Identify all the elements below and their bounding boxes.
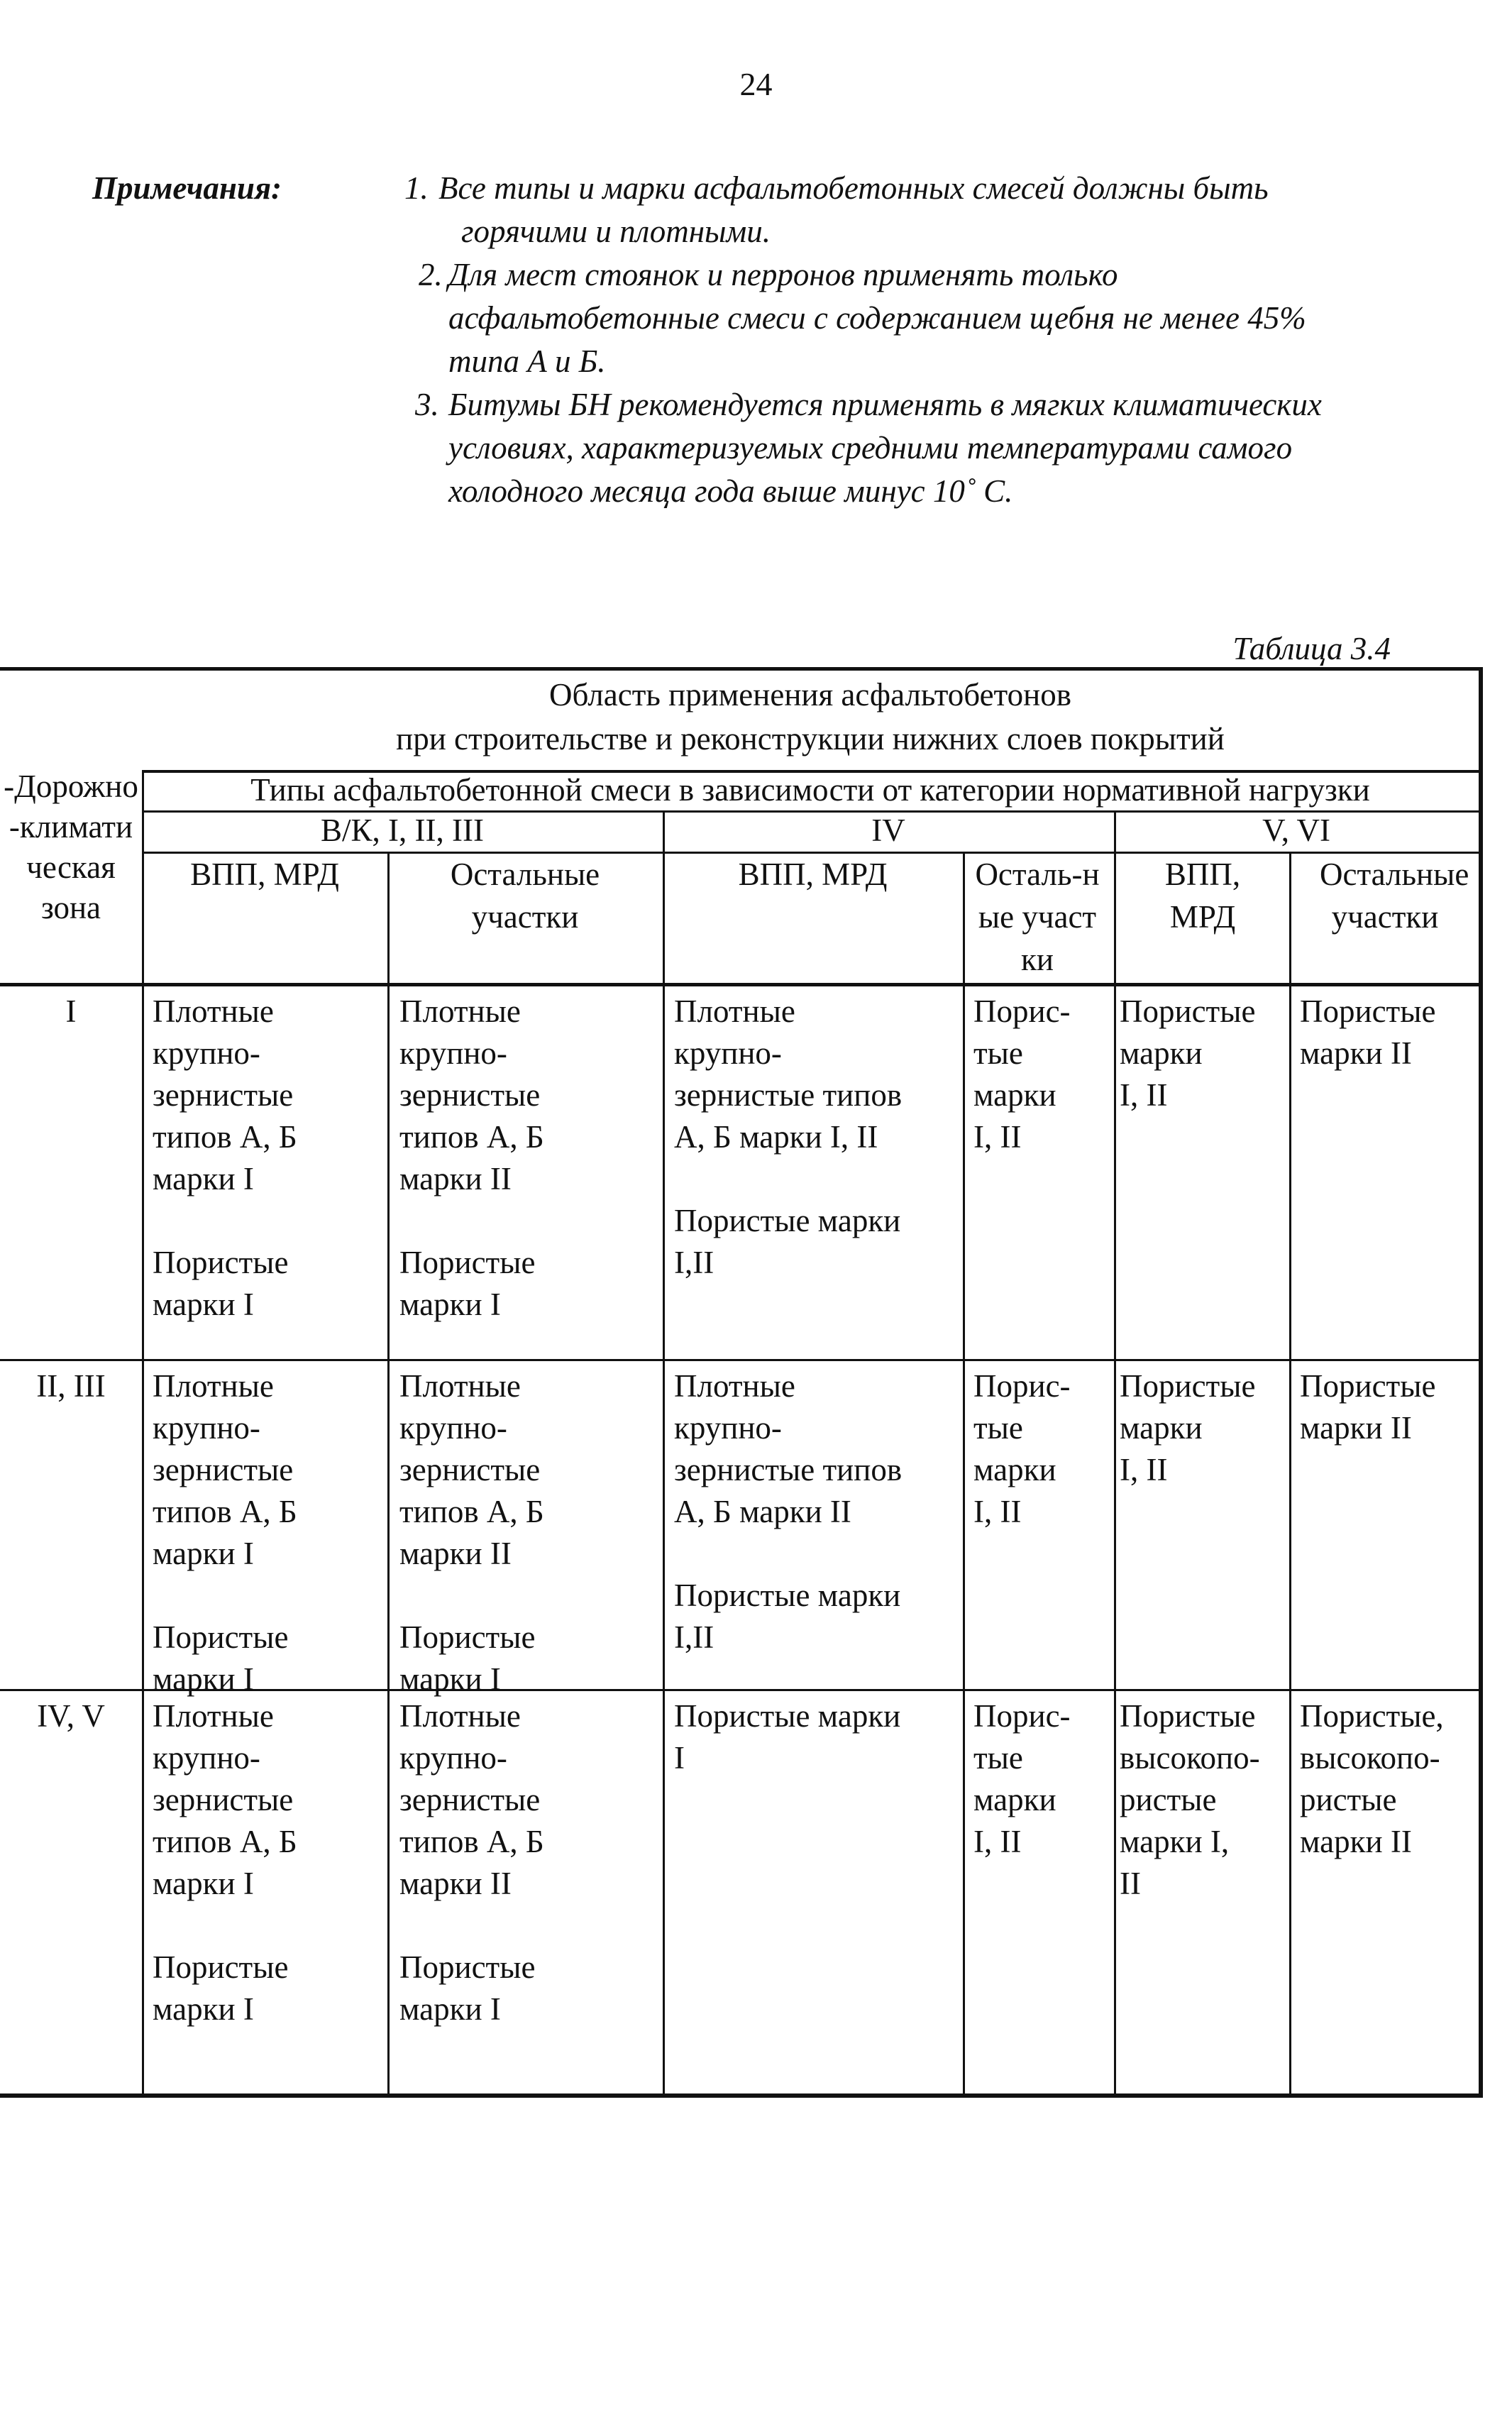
table-cell (399, 1695, 662, 2030)
cell-line: Плотные (153, 1698, 274, 1734)
table-cell (1300, 1365, 1477, 1449)
types-header: Типы асфальтобетонной смеси в зависимости от категории нормативной нагрузки (250, 772, 1370, 808)
note-line: типа А и Б. (448, 343, 606, 379)
zone-cell: I (65, 994, 77, 1029)
cell-line: Пористые (399, 1619, 536, 1655)
cell-line: крупно- (399, 1035, 507, 1071)
cell-line: А, Б марки II (674, 1494, 851, 1529)
table-col-line (1289, 852, 1291, 2098)
zone-cell: IV, V (37, 1698, 105, 1734)
cell-line: I, II (973, 1119, 1022, 1155)
table-col-line (142, 770, 144, 2098)
table-rule (0, 1359, 1483, 1361)
cell-line (399, 1200, 662, 1242)
table-cell (674, 1695, 958, 1779)
cell-line: зернистые (399, 1077, 541, 1113)
cell-line: марки I (153, 1991, 254, 2027)
notes-label: Примечания: (92, 170, 282, 206)
cell-line: тые (973, 1035, 1023, 1071)
table-cell (973, 1695, 1108, 1863)
cell-line: типов А, Б (399, 1494, 544, 1529)
cell-line: Порис- (973, 1368, 1071, 1404)
note-line: асфальтобетонные смеси с содержанием щебня не менее 45% (448, 300, 1306, 336)
cell-line: Плотные (153, 1368, 274, 1404)
cell-line (153, 1905, 387, 1947)
cell-line: марки I (153, 1287, 254, 1322)
cell-line: ристые (1120, 1782, 1217, 1817)
table-cell (1300, 991, 1477, 1074)
cell-line (153, 1200, 387, 1242)
cell-line: Пористые (399, 1245, 536, 1280)
table-cell (399, 1365, 662, 1700)
note-line: горячими и плотными. (461, 214, 771, 249)
table-col-line (663, 810, 665, 2098)
cell-line: марки I (153, 1866, 254, 1901)
table-cell (153, 1365, 387, 1700)
note-2 (319, 253, 1369, 383)
cell-line: Пористые (1120, 994, 1256, 1029)
note-line: условиях, характеризуемых средними температурами самого (448, 430, 1293, 466)
cell-line: Пористые (1300, 994, 1436, 1029)
cell-line: марки II (399, 1866, 512, 1901)
cell-line: I,II (674, 1245, 714, 1280)
cell-line: Порис- (973, 994, 1071, 1029)
cell-line: I, II (1120, 1452, 1168, 1487)
zone-header-line: ческая (26, 849, 116, 885)
cell-line: I (674, 1740, 685, 1776)
application-table (0, 667, 1483, 2099)
cell-line: I, II (973, 1494, 1022, 1529)
zone-header-line: климати- (9, 809, 133, 844)
cell-line: высокопо- (1120, 1740, 1260, 1776)
note-1 (319, 167, 1369, 253)
note-line: Все типы и марки асфальтобетонных смесей должны быть (438, 170, 1269, 206)
table-caption: Таблица 3.4 (1232, 631, 1391, 666)
cell-line: марки I (399, 1287, 501, 1322)
cell-line: марки (1120, 1410, 1203, 1446)
cell-line: Плотные (153, 994, 274, 1029)
cell-line: марки I, (1120, 1824, 1230, 1859)
table-cell (1120, 1365, 1286, 1491)
note-number: 3. (415, 387, 439, 422)
subheader-cell: ВПП, МРД (1164, 857, 1241, 935)
cell-line: марки II (1300, 1035, 1412, 1071)
zone-header-line: зона (40, 890, 101, 925)
cell-line: Пористые марки (674, 1698, 901, 1734)
cell-line: зернистые (399, 1782, 541, 1817)
cell-line: Плотные (399, 1368, 521, 1404)
cell-line: Пористые марки (674, 1203, 901, 1238)
zone-header (0, 766, 142, 847)
cell-line: тые (973, 1410, 1023, 1446)
subheader-cell: ВПП, МРД (190, 857, 339, 892)
cell-line: зернистые типов (674, 1077, 903, 1113)
cell-line: ристые (1300, 1782, 1397, 1817)
cell-line (153, 1575, 387, 1617)
cell-line: марки II (399, 1536, 512, 1571)
cell-line: типов А, Б (153, 1119, 297, 1155)
cell-line: I, II (973, 1824, 1022, 1859)
table-cell (153, 991, 387, 1326)
cell-line (674, 1533, 958, 1575)
cell-line (674, 1158, 958, 1200)
table-cell (674, 991, 958, 1284)
cell-line: марки (973, 1077, 1056, 1113)
cell-line: зернистые (153, 1452, 294, 1487)
table-cell (1120, 1695, 1286, 1905)
cell-line: крупно- (674, 1410, 782, 1446)
cell-line: зернистые (153, 1077, 294, 1113)
cell-line: крупно- (153, 1740, 260, 1776)
table-top-border (0, 667, 1483, 671)
table-cell (674, 1365, 958, 1658)
cell-line: зернистые (153, 1782, 294, 1817)
cell-line: типов А, Б (153, 1494, 297, 1529)
subheader-cell: Остальные участки (1320, 857, 1469, 935)
cell-line: типов А, Б (153, 1824, 297, 1859)
table-title-line: при строительстве и реконструкции нижних слоев покрытий (396, 721, 1225, 756)
cell-line: Пористые (1120, 1698, 1256, 1734)
cell-line: марки II (399, 1161, 512, 1196)
cell-line: Пористые (153, 1949, 289, 1985)
cell-line: марки II (1300, 1824, 1412, 1859)
cell-line: марки (973, 1452, 1056, 1487)
cell-line: марки I (153, 1536, 254, 1571)
load-group-header: IV (871, 813, 905, 848)
zone-header-rest (0, 847, 142, 928)
table-cell (1300, 1695, 1477, 1863)
cell-line: крупно- (153, 1035, 260, 1071)
note-line: Для мест стоянок и перронов применять только (448, 257, 1118, 292)
cell-line: I,II (674, 1619, 714, 1655)
note-number: 1. (404, 170, 429, 206)
cell-line: крупно- (399, 1740, 507, 1776)
table-cell (399, 991, 662, 1326)
table-col-line (963, 852, 965, 2098)
cell-line: Пористые (1300, 1368, 1436, 1404)
zone-header-line: Дорожно- (4, 769, 138, 804)
cell-line (399, 1905, 662, 1947)
cell-line: Плотные (399, 1698, 521, 1734)
cell-line: Пористые (153, 1245, 289, 1280)
note-line: холодного месяца года выше минус 10˚ С. (448, 473, 1013, 509)
note-3 (319, 383, 1369, 513)
table-cell (1120, 991, 1286, 1116)
cell-line: Пористые, (1300, 1698, 1444, 1734)
table-col-line (387, 852, 390, 2098)
cell-line: I, II (1120, 1077, 1168, 1113)
table-cell (973, 1365, 1108, 1533)
cell-line: зернистые типов (674, 1452, 903, 1487)
load-group-header: В/К, I, II, III (321, 813, 484, 848)
cell-line: марки I (153, 1161, 254, 1196)
cell-line: Пористые (153, 1619, 289, 1655)
table-col-line (1114, 810, 1116, 2098)
cell-line: Плотные (674, 994, 795, 1029)
page-number: 24 (739, 66, 773, 102)
cell-line (399, 1575, 662, 1617)
cell-line: зернистые (399, 1452, 541, 1487)
subheader-cell: ВПП, МРД (738, 857, 888, 892)
cell-line: марки I (153, 1661, 254, 1697)
cell-line: крупно- (674, 1035, 782, 1071)
cell-line: марки (973, 1782, 1056, 1817)
table-cell (153, 1695, 387, 2030)
cell-line: тые (973, 1740, 1023, 1776)
load-group-header: V, VI (1262, 813, 1330, 848)
cell-line: высокопо- (1300, 1740, 1440, 1776)
cell-line: марки I (399, 1991, 501, 2027)
cell-line: А, Б марки I, II (674, 1119, 878, 1155)
cell-line: Порис- (973, 1698, 1071, 1734)
cell-line: крупно- (399, 1410, 507, 1446)
cell-line: Пористые (1120, 1368, 1256, 1404)
cell-line: марки II (1300, 1410, 1412, 1446)
cell-line: Пористые марки (674, 1578, 901, 1613)
table-title-line: Область применения асфальтобетонов (549, 677, 1071, 712)
subheader-cell: Осталь-ные участки (975, 857, 1100, 977)
table-right-border (1479, 667, 1483, 2098)
subheader-cell: Остальные участки (450, 857, 600, 935)
cell-line: II (1120, 1866, 1141, 1901)
table-title (142, 673, 1479, 761)
note-number: 2. (419, 257, 443, 292)
cell-line: типов А, Б (399, 1119, 544, 1155)
zone-cell: II, III (36, 1368, 106, 1404)
cell-line: Плотные (674, 1368, 795, 1404)
table-rule (0, 983, 1483, 986)
table-cell (973, 991, 1108, 1158)
cell-line: марки I (399, 1661, 501, 1697)
cell-line: марки (1120, 1035, 1203, 1071)
cell-line: Пористые (399, 1949, 536, 1985)
note-line: Битумы БН рекомендуется применять в мягких климатических (448, 387, 1322, 422)
table-bottom-border (0, 2093, 1483, 2098)
cell-line: типов А, Б (399, 1824, 544, 1859)
cell-line: крупно- (153, 1410, 260, 1446)
cell-line: Плотные (399, 994, 521, 1029)
